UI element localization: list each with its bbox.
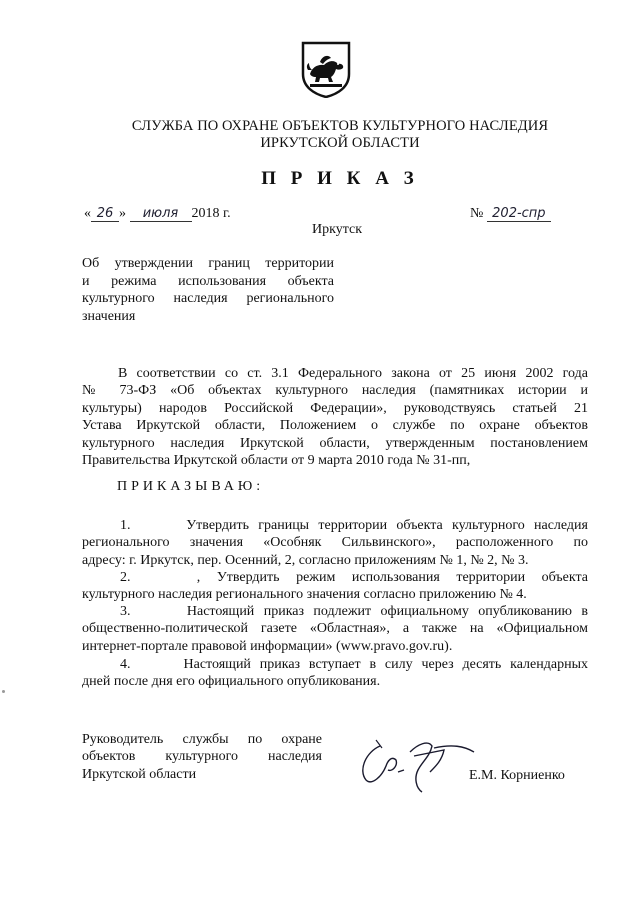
document-title: П Р И К А З <box>261 168 419 189</box>
date-month: июля <box>130 206 192 222</box>
order-item-3 <box>82 603 588 655</box>
date-close-quote: » <box>119 206 126 221</box>
date-open-quote: « <box>84 206 91 221</box>
date-day: 26 <box>91 206 119 222</box>
order-number <box>470 206 551 222</box>
signatory-title-line: Иркутской области <box>82 766 197 782</box>
preamble-line: Правительства Иркутской области от 9 марта 2010 года № 31-пп, <box>82 453 471 469</box>
preamble-paragraph <box>82 365 588 469</box>
preamble-line: Устава Иркутской области, Положением о службе по охране объектов <box>82 418 588 434</box>
preamble-line: культуры) народов Российской Федерации», руководствуясь статьей 21 <box>82 400 588 416</box>
agency-name-line-2: ИРКУТСКОЙ ОБЛАСТИ <box>260 135 420 151</box>
subject-line: значения <box>82 308 136 324</box>
signatory-title-line: Руководитель службы по охране <box>82 732 322 747</box>
coat-of-arms-emblem <box>300 40 352 98</box>
order-item-4 <box>82 656 588 691</box>
city-name: Иркутск <box>312 222 363 237</box>
subject-line: Об утверждении границ территории <box>82 256 334 271</box>
date-year: 2018 г. <box>191 206 231 221</box>
signatory-title-line: объектов культурного наследия <box>82 749 322 765</box>
order-item-1 <box>82 517 588 569</box>
item-line: общественно-политической газете «Областная», а также на «Официальном <box>82 621 588 637</box>
item-line: дней после дня его официального опубликования. <box>82 674 381 690</box>
agency-name-line-1: СЛУЖБА ПО ОХРАНЕ ОБЪЕКТОВ КУЛЬТУРНОГО НАСЛЕДИЯ <box>131 118 549 134</box>
item-line: 3. Настоящий приказ подлежит официальному опубликованию в <box>120 604 588 619</box>
item-line: 4. Настоящий приказ вступает в силу через десять календарных <box>120 657 588 672</box>
signatory-title <box>82 731 322 783</box>
subject-line: и режима использования объекта <box>82 273 334 289</box>
handwritten-signature <box>352 726 492 796</box>
order-item-2 <box>82 569 588 604</box>
preamble-line: № 73-ФЗ «Об объектах культурного наследия (памятниках истории и <box>82 383 588 399</box>
item-line: культурного наследия регионального значения согласно приложению № 4. <box>82 587 527 603</box>
order-subject <box>82 255 334 325</box>
signer-name: Е.М. Корниенко <box>469 768 565 783</box>
order-directive-word: ПРИКАЗЫВАЮ: <box>117 479 265 494</box>
item-line: 1. Утвердить границы территории объекта культурного наследия <box>120 518 588 533</box>
item-line: интернет-портале правовой информации» (www.pravo.gov.ru). <box>82 638 453 654</box>
preamble-line: В соответствии со ст. 3.1 Федерального закона от 25 июня 2002 года <box>118 366 588 381</box>
subject-line: культурного наследия регионального <box>82 291 334 306</box>
scan-speck <box>2 690 5 693</box>
item-line: 2. , Утвердить режим использования территории объекта <box>120 570 588 585</box>
item-line: адресу: г. Иркутск, пер. Осенний, 2, согласно приложениям № 1, № 2, № 3. <box>82 552 529 568</box>
order-date <box>84 206 231 222</box>
item-line: регионального значения «Особняк Сильвинского», расположенного по <box>82 535 588 551</box>
number-value: 202-спр <box>487 206 551 222</box>
number-prefix: № <box>470 206 484 221</box>
preamble-line: культурного наследия Иркутской области, утвержденным постановлением <box>82 435 588 451</box>
